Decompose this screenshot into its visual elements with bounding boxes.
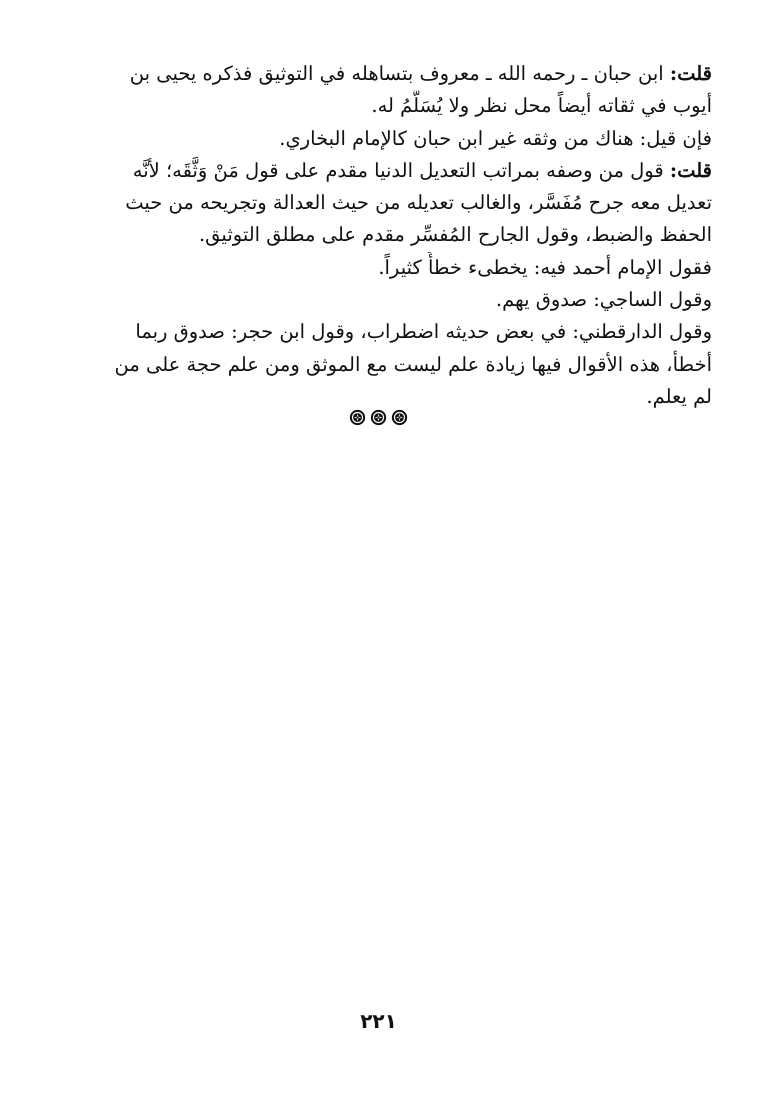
text-line bbox=[80, 58, 712, 90]
text-line: فإن قيل: هناك من وثقه غير ابن حبان كالإمام البخاري. bbox=[279, 126, 712, 150]
text-line: الحفظ والضبط، وقول الجارح المُفسِّر مقدم على مطلق التوثيق. bbox=[198, 223, 712, 247]
text-line bbox=[80, 155, 712, 187]
text-line: أيوب في ثقاته أيضاً محل نظر ولا يُسَلَّمُ له. bbox=[371, 94, 712, 118]
text-line: وقول الساجي: صدوق يهم. bbox=[495, 288, 712, 312]
floral-medallion-icon bbox=[349, 409, 366, 426]
floral-medallion-icon bbox=[391, 409, 408, 426]
floral-medallion-icon bbox=[370, 409, 387, 426]
text-line: فقول الإمام أحمد فيه: يخطىء خطأً كثيراً. bbox=[378, 255, 712, 279]
text-line: وقول الدارقطني: في بعض حديثه اضطراب، وقول ابن حجر: صدوق ربما bbox=[135, 320, 712, 344]
page-number: ٢٢١ bbox=[360, 1009, 397, 1033]
text-line: أخطأ، هذه الأقوال فيها زيادة علم ليست مع الموثق ومن علم حجة على من bbox=[114, 352, 712, 376]
paragraph-lead-word: قلت: bbox=[669, 62, 712, 85]
line-text: ابن حبان ـ رحمه الله ـ معروف بتساهله في التوثيق فذكره يحيى بن bbox=[129, 62, 670, 85]
text-line: تعديل معه جرح مُفَسَّر، والغالب تعديله من حيث العدالة وتجريحه من حيث bbox=[125, 191, 712, 215]
paragraph-lead-word: قلت: bbox=[669, 158, 712, 182]
section-divider-ornaments bbox=[0, 409, 757, 426]
text-line: لم يعلم. bbox=[646, 384, 712, 408]
body-text bbox=[80, 58, 712, 413]
line-text: قول من وصفه بمراتب التعديل الدنيا مقدم على قول مَنْ وَثَّقَه؛ لأنَّه bbox=[132, 158, 670, 182]
